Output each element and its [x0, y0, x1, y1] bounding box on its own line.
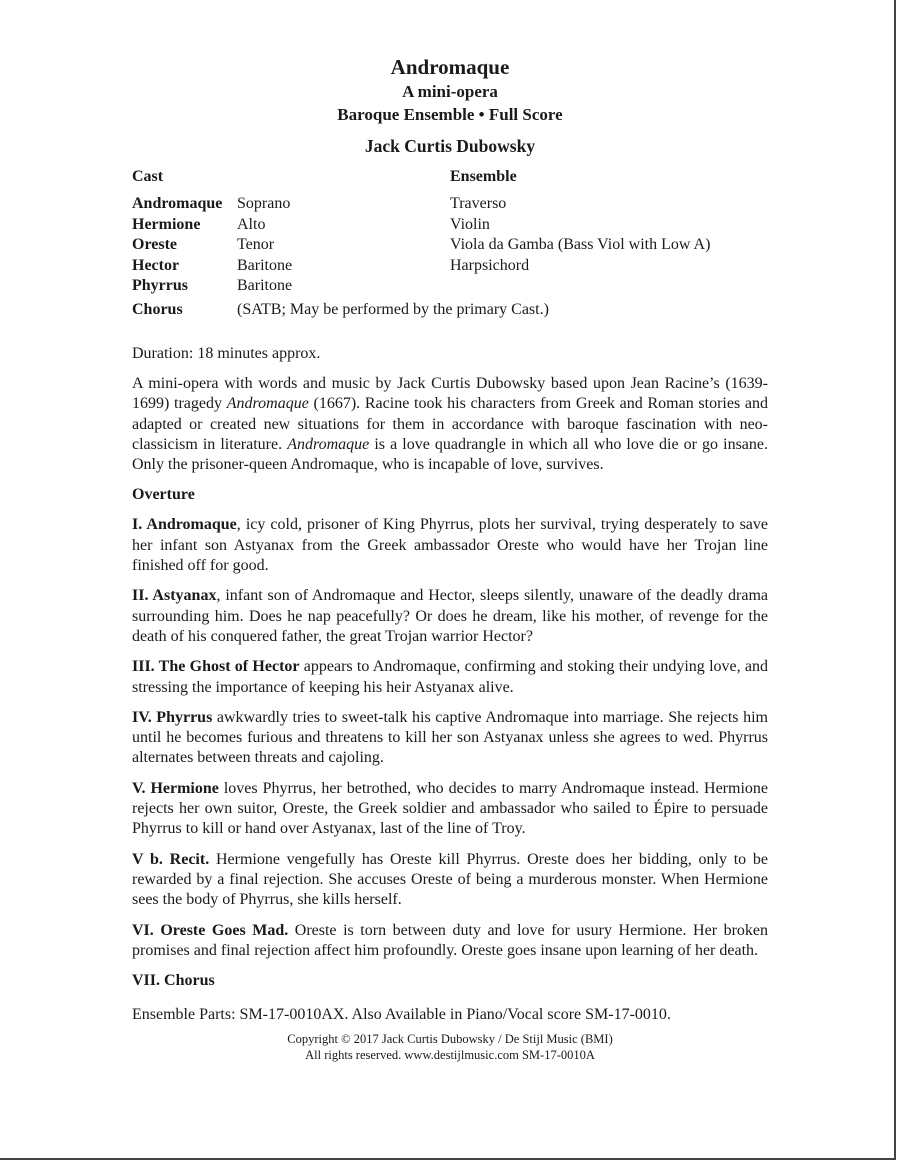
cast-ensemble-section [132, 166, 768, 344]
movement-label: III. The Ghost of Hector [132, 658, 300, 676]
intro-text: (1667). Racine took his characters from Greek and Roman stories and adapted or created new situations for them in accordance with baroque fascination with neo-classicism in literature. [132, 395, 768, 453]
movement-text: , infant son of Andromaque and Hector, sleeps silently, unaware of the deadly drama surrounding him. Does he nap peacefully? Or does he dream, like his mother, of revenge for the death of his conquered father, the great Trojan warrior Hector? [132, 587, 769, 645]
overture-heading: Overture [132, 486, 195, 504]
document-page [132, 54, 768, 1063]
cast-row [132, 256, 432, 277]
intro-text: is a love quadrangle in which all who love die or go insane. Only the prisoner-queen Andromaque, who is incapable of love, survives. [132, 435, 769, 474]
intro-text: A mini-opera with words and music by Jack Curtis Dubowsky based upon Jean Racine’s (1639-1699) tragedy [132, 375, 768, 413]
movement-label: I. Andromaque [132, 516, 237, 534]
cast-list [132, 166, 432, 297]
movement-label: II. Astyanax [132, 587, 217, 605]
cast-role: Hermione [132, 215, 201, 233]
movement-paragraph [132, 850, 768, 911]
title-block [132, 54, 768, 158]
chorus-heading: VII. Chorus [132, 972, 215, 990]
movement-text: loves Phyrrus, her betrothed, who decides to marry Andromaque instead. Hermione rejects her own suitor, Oreste, the Greek soldier and ambassador who sailed to Épire to persuade Phyrrus to kill or hand over Astyanax, last of the line of Troy. [132, 779, 769, 838]
movement-text: awkwardly tries to sweet-talk his captive Andromaque into marriage. She rejects him until he becomes furious and threatens to kill her son Astyanax unless she agrees to wed. Phyrrus alternates between threats and cajoling. [132, 708, 769, 767]
subtitle-mini-opera: A mini-opera [402, 82, 498, 101]
chorus-row [132, 300, 549, 321]
movement-label: IV. Phyrrus [132, 708, 213, 726]
movement-text: appears to Andromaque, confirming and stoking their undying love, and stressing the importance of keeping his heir Astyanax alive. [132, 658, 768, 696]
cast-row [132, 194, 432, 215]
movement-text: Oreste is torn between duty and love for usury Hermione. Her broken promises and final rejection affect him profoundly. Oreste goes insane upon learning of her death. [132, 921, 768, 959]
copyright-footer [132, 1031, 768, 1063]
duration-note: Duration: 18 minutes approx. [132, 345, 321, 362]
cast-role: Hector [132, 256, 180, 274]
composer-name: Jack Curtis Dubowsky [364, 136, 536, 156]
cast-row [132, 235, 432, 256]
chorus-voice: (SATB; May be performed by the primary Cast.) [237, 301, 549, 318]
page-title: Andromaque [390, 55, 510, 79]
cast-row [132, 276, 432, 297]
ensemble-heading: Ensemble [450, 168, 517, 185]
movement-text: Hermione vengefully has Oreste kill Phyrrus. Oreste does her bidding, only to be rewarded by a final rejection. She accuses Oreste of being a murderous monster. When Hermione sees the body of Phyrrus, she kills herself. [132, 850, 768, 909]
movement-text: , icy cold, prisoner of King Phyrrus, plots her survival, trying desperately to save her infant son Astyanax from the Greek ambassador Oreste who would have her Trojan line finished off for good. [132, 516, 769, 575]
ensemble-instrument: Viola da Gamba (Bass Viol with Low A) [450, 236, 711, 253]
ensemble-parts-note: Ensemble Parts: SM-17-0010AX. Also Available in Piano/Vocal score SM-17-0010. [132, 1006, 671, 1024]
cast-row [132, 215, 432, 236]
ensemble-instrument: Harpsichord [450, 256, 530, 274]
rights-line: All rights reserved. www.destijlmusic.com SM-17-0010A [305, 1048, 595, 1063]
movement-paragraph [132, 708, 768, 769]
movement-paragraph [132, 657, 768, 698]
subtitle-score-type: Baroque Ensemble • Full Score [337, 105, 563, 124]
cast-role: Andromaque [132, 195, 223, 212]
cast-role: Oreste [132, 236, 178, 253]
cast-voice: Tenor [237, 236, 275, 253]
intro-paragraph [132, 374, 768, 475]
work-title-italic: Andromaque [287, 435, 370, 453]
copyright-line: Copyright © 2017 Jack Curtis Dubowsky / De Stijl Music (BMI) [287, 1032, 613, 1047]
movement-label: V b. Recit. [132, 850, 210, 868]
movement-paragraph [132, 515, 768, 576]
ensemble-instrument: Traverso [450, 195, 507, 212]
chorus-role: Chorus [132, 301, 183, 318]
ensemble-list [450, 166, 780, 276]
cast-heading: Cast [132, 168, 164, 185]
ensemble-instrument: Violin [450, 215, 490, 233]
cast-role: Phyrrus [132, 277, 188, 294]
work-title-italic: Andromaque [226, 395, 309, 413]
movement-paragraph [132, 921, 768, 962]
cast-voice: Baritone [237, 277, 293, 294]
movement-label: VI. Oreste Goes Mad. [132, 921, 289, 939]
movement-paragraph [132, 779, 768, 840]
cast-voice: Baritone [237, 256, 293, 274]
movement-label: V. Hermione [132, 779, 219, 797]
cast-voice: Alto [237, 215, 266, 233]
movement-paragraph [132, 586, 768, 647]
cast-voice: Soprano [237, 195, 291, 212]
